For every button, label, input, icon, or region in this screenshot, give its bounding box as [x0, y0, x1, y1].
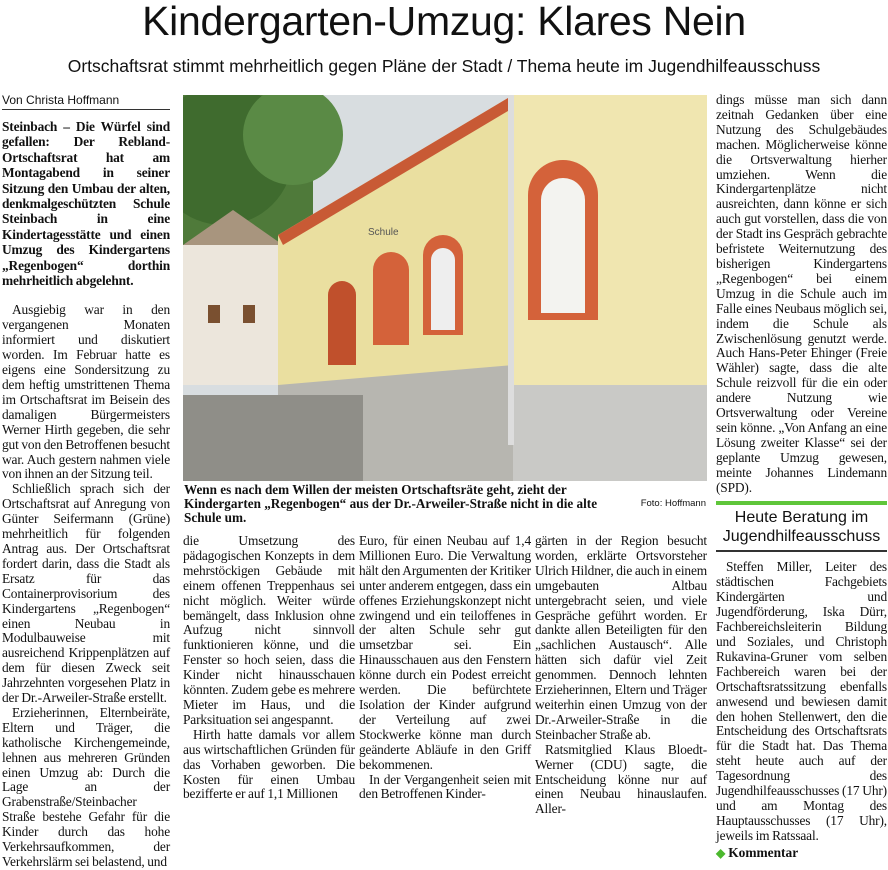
article-lead: Steinbach – Die Würfel sind gefallen: Der Rebland-Ortschaftsrat hat am Montagabend in seiner Sitzung den Umbau der alten, denkmalgeschützten Schule Steinbach in eine Kindertagesstätte und einen Umzug des Kindergartens „Regenbogen“ dorthin mehrheitlich abgelehnt. [2, 119, 170, 289]
paragraph: In der Vergangenheit seien mit den Betroffenen Kinder- [359, 771, 531, 802]
infobox-text: Steffen Miller, Leiter des städtischen Fachgebiets Kindergärten und Jugendförderung, Iska Dürr, Fachbereichsleiterin Bildung und Soziales, und Christoph Rukavina-Gruner vom selben Fachbereich waren bei der Ortschaftsratssitzung ebenfalls anwesend und bewiesen damit den hohen Stellenwert, den die Entscheidung des Ortschaftsrats für die Stadt hat. Das Thema steht heute auch auf der Tagesordnung des Jugendhilfeausschusses (17 Uhr) und am Montag des Hauptausschusses (17 Uhr), jeweils im Ratssaal. [716, 559, 887, 843]
left-column-area [2, 93, 170, 870]
lower-columns [183, 534, 707, 817]
infobox-text-column [716, 560, 887, 843]
paragraph: dings müsse man sich dann zeitnah Gedanken über eine Nutzung des Schulgebäudes machen. Möglicherweise könne die Ortsverwaltung hierher umziehen. Wenn die Kindergartenplätze nicht ausreichten, dann könne er sich auch gut vorstellen, dass die von der Stadt ins Gespräch gebrachte befristete Weiternutzung des bisherigen Kindergartens „Regenbogen“ bei einem Umzug in die Schule auch im Falle eines Neubaus möglich sei, indem die Schule als Zwischenlösung genutzt werde. Auch Hans-Peter Ehinger (Freie Wähler) sagte, dass die alte Schule reizvoll für die ein oder andere Nutzung wie Ortsverwaltung oder Vereine sein könne. „Von Anfang an eine Lösung zweiter Klasse“ sei der geplante Umzug gewesen, meinte Johannes Lindemann (SPD). [716, 92, 887, 495]
article-column-2 [183, 534, 355, 817]
kommentar-link[interactable] [716, 845, 887, 861]
article-column-4 [535, 534, 707, 817]
center-area [183, 95, 707, 817]
kommentar-label: Kommentar [728, 844, 799, 860]
article-column-3 [359, 534, 531, 817]
right-column-area [716, 93, 887, 861]
building-sign: Schule [368, 227, 399, 238]
paragraph: Ratsmitglied Klaus Bloedt-Werner (CDU) sagte, die Entscheidung könne nur auf einen Neubau hinauslaufen. Aller- [535, 741, 707, 817]
paragraph: Euro, für einen Neubau auf 1,4 Millionen Euro. Die Verwaltung hält den Argumenten der Kritiker unter anderem entgegen, dass ein offenes Erziehungskonzept nicht zwingend und ein teiloffenes in der alten Schule sehr gut umsetzbar sei. Ein Hinausschauen aus den Fenstern könne durch ein Podest erreicht werden. Die befürchtete Isolation der Kinder aufgrund der Verteilung auf zwei Stockwerke könne man durch geänderte Abläufe in den Griff bekommenen. [359, 533, 531, 772]
infobox-title: Heute Beratung im Jugendhilfeausschuss [716, 505, 887, 552]
photo-credit: Foto: Hoffmann [640, 498, 706, 509]
article-photo [183, 95, 707, 481]
paragraph: gärten in der Region besucht worden, erklärte Ortsvorsteher Ulrich Hildner, die auch in einem umgebauten Altbau untergebracht seien, und viele Gespräche geführt worden. Er dankte allen Beteiligten für den „sachlichen Austausch“. Alle hätten sich dafür viel Zeit genommen. Dennoch lehnten Erzieherinnen, Eltern und Träger weiterhin einen Umzug von der Dr.-Arweiler-Straße in die Steinbacher Straße ab. [535, 533, 707, 742]
paragraph: Schließlich sprach sich der Ortschaftsrat auf Anregung von Günter Seifermann (Grüne) mehrheitlich für folgenden Antrag aus. Der Ortschaftsrat fordert darin, dass die Stadt als Ersatz für das Containerprovisorium des Kindergartens „Regenbogen“ einen Neubau in Modulbauweise mit ausreichend Krippenplätzen auf dem für diesen Zweck seit Jahrzehnten vorgesehen Platz in der Dr.-Arweiler-Straße erstellt. [2, 481, 170, 706]
diamond-bullet-icon: ◆ [716, 845, 726, 860]
caption-text: Wenn es nach dem Willen der meisten Ortschaftsräte geht, zieht der Kindergarten „Regenbogen“ aus der Dr.-Arweiler-Straße nicht in die alte Schule um. [184, 482, 598, 525]
byline: Von Christa Hoffmann [2, 93, 170, 110]
headline: Kindergarten-Umzug: Klares Nein [142, 0, 746, 44]
paragraph: Erzieherinnen, Elternbeiräte, Eltern und Träger, die katholische Kirchengemeinde, lehnen aus mehreren Gründen einen Umzug ab: Durch die Lage an der Grabenstraße/Steinbacher Straße bestehe Gefahr für die Kinder durch das hohe Verkehrsaufkommen, der Verkehrslärm sei belastend, und [2, 704, 170, 869]
paragraph: Hirth hatte damals vor allem aus wirtschaftlichen Gründen für das Vorhaben geworben. Die Kosten für einen Umbau bezifferte er auf 1,1 Millionen [183, 726, 355, 802]
paragraph: die Umsetzung des pädagogischen Konzepts in dem mehrstöckigen Gebäude mit einem offenen Treppenhaus sei nicht möglich. Weiter würde bemängelt, dass Inklusion ohne Aufzug nicht sinnvoll funktionieren könne, und die Fenster so hoch seien, dass die Kinder nicht hinausschauen könnten. Zudem gebe es mehrere Mieter im Haus, und die Parksituation sei angespannt. [183, 533, 355, 727]
article-column-5 [716, 93, 887, 495]
subheadline: Ortschaftsrat stimmt mehrheitlich gegen Pläne der Stadt / Thema heute im Jugendhilfeausschuss [67, 56, 821, 76]
paragraph: Ausgiebig war in den vergangenen Monaten informiert und diskutiert worden. Im Februar hatte es eigens eine Sondersitzung zu dem heftig umstrittenen Thema im Ortschaftsrat im Beisein des damaligen Bürgermeisters Werner Hirth gegeben, die sehr gut von den Betroffenen besucht war. Auch gestern nahmen viele von ihnen an der Sitzung teil. [2, 302, 170, 482]
article-column-1 [2, 119, 170, 870]
photo-caption [183, 483, 707, 525]
